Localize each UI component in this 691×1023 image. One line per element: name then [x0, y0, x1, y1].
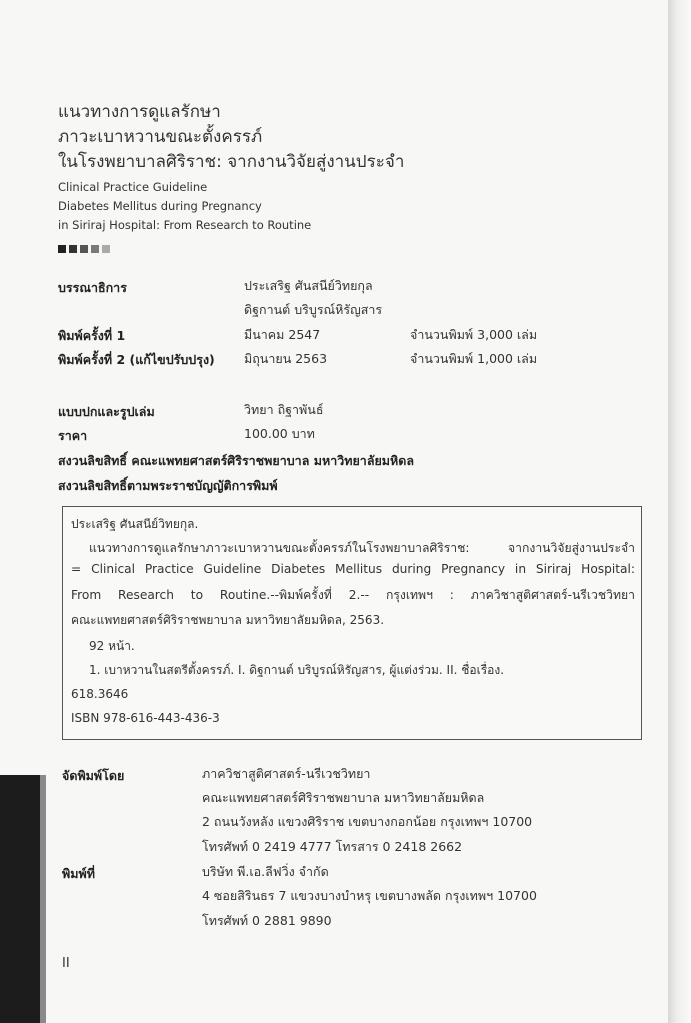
- printer-line: 4 ซอยสิรินธร 7 แขวงบางบำหรุ เขตบางพลัด กรุงเทพฯ 10700: [202, 888, 537, 903]
- edition-copies: จำนวนพิมพ์ 3,000 เล่ม: [410, 327, 538, 342]
- title-thai-line-1: แนวทางการดูแลรักษา: [58, 102, 221, 122]
- publisher-label: จัดพิมพ์โดย: [62, 768, 125, 783]
- decorative-squares: [58, 245, 110, 253]
- edition-date: มิถุนายน 2563: [244, 351, 328, 366]
- cataloging-in-publication-box: [62, 506, 642, 740]
- cover-design-label: แบบปกและรูปเล่ม: [58, 404, 155, 419]
- decorative-square: [69, 245, 77, 253]
- edition-label: พิมพ์ครั้งที่ 2 (แก้ไขปรับปรุง): [58, 352, 215, 367]
- printer-label: พิมพ์ที่: [62, 866, 95, 881]
- scan-spine-shadow: [0, 775, 40, 1023]
- publisher-line: โทรศัพท์ 0 2419 4777 โทรสาร 0 2418 2662: [202, 839, 463, 854]
- cip-author: ประเสริฐ ศันสนีย์วิทยกุล.: [71, 517, 199, 531]
- cip-body-line: = Clinical Practice Guideline Diabetes Mellitus during Pregnancy in Siriraj Hospital:: [71, 562, 635, 576]
- edition-date: มีนาคม 2547: [244, 327, 321, 342]
- cip-subjects: 1. เบาหวานในสตรีตั้งครรภ์. I. ดิฐกานต์ บริบูรณ์หิรัญสาร, ผู้แต่งร่วม. II. ชื่อเรื่อง.: [89, 663, 505, 677]
- title-english-line-3: in Siriraj Hospital: From Research to Routine: [58, 218, 312, 232]
- publisher-line: ภาควิชาสูติศาสตร์-นรีเวชวิทยา: [202, 766, 371, 781]
- price-label: ราคา: [58, 428, 88, 443]
- title-english-line-1: Clinical Practice Guideline: [58, 180, 208, 194]
- publisher-line: คณะแพทยศาสตร์ศิริราชพยาบาล มหาวิทยาลัยมหิดล: [202, 790, 485, 805]
- editor-name: ดิฐกานต์ บริบูรณ์หิรัญสาร: [244, 302, 383, 317]
- decorative-square: [80, 245, 88, 253]
- printer-line: บริษัท พี.เอ.ลีฟวิ่ง จำกัด: [202, 864, 329, 879]
- page-number: II: [62, 956, 70, 971]
- decorative-square: [91, 245, 99, 253]
- title-thai-line-3: ในโรงพยาบาลศิริราช: จากงานวิจัยสู่งานประจำ: [58, 152, 405, 172]
- editors-label: บรรณาธิการ: [58, 280, 127, 295]
- copyright-line: สงวนลิขสิทธิ์ตามพระราชบัญญัติการพิมพ์: [58, 478, 278, 493]
- edition-label: พิมพ์ครั้งที่ 1: [58, 328, 126, 343]
- cip-isbn: ISBN 978-616-443-436-3: [71, 711, 220, 725]
- title-thai-line-2: ภาวะเบาหวานขณะตั้งครรภ์: [58, 127, 263, 147]
- editor-name: ประเสริฐ ศันสนีย์วิทยกุล: [244, 278, 373, 293]
- publisher-line: 2 ถนนวังหลัง แขวงศิริราช เขตบางกอกน้อย กรุงเทพฯ 10700: [202, 814, 533, 829]
- cip-body-line: แนวทางการดูแลรักษาภาวะเบาหวานขณะตั้งครรภ์ในโรงพยาบาลศิริราช: จากงานวิจัยสู่งานประจำ: [89, 541, 635, 555]
- price-value: 100.00 บาท: [244, 426, 315, 441]
- decorative-square: [58, 245, 66, 253]
- title-english-line-2: Diabetes Mellitus during Pregnancy: [58, 199, 262, 213]
- scan-spine-edge: [40, 775, 46, 1023]
- cip-class-number: 618.3646: [71, 687, 129, 701]
- edition-copies: จำนวนพิมพ์ 1,000 เล่ม: [410, 351, 538, 366]
- cip-pages: 92 หน้า.: [89, 639, 135, 653]
- cip-body-line: คณะแพทยศาสตร์ศิริราชพยาบาล มหาวิทยาลัยมหิดล, 2563.: [71, 613, 385, 627]
- page-gutter-shadow: [668, 0, 691, 1023]
- cover-design-value: วิทยา ถิฐาพันธ์: [244, 402, 324, 417]
- cip-body-line: From Research to Routine.--พิมพ์ครั้งที่ 2.-- กรุงเทพฯ : ภาควิชาสูติศาสตร์-นรีเวชวิทยา: [71, 588, 635, 602]
- copyright-line: สงวนลิขสิทธิ์ คณะแพทยศาสตร์ศิริราชพยาบาล มหาวิทยาลัยมหิดล: [58, 453, 415, 468]
- decorative-square: [102, 245, 110, 253]
- printer-line: โทรศัพท์ 0 2881 9890: [202, 913, 332, 928]
